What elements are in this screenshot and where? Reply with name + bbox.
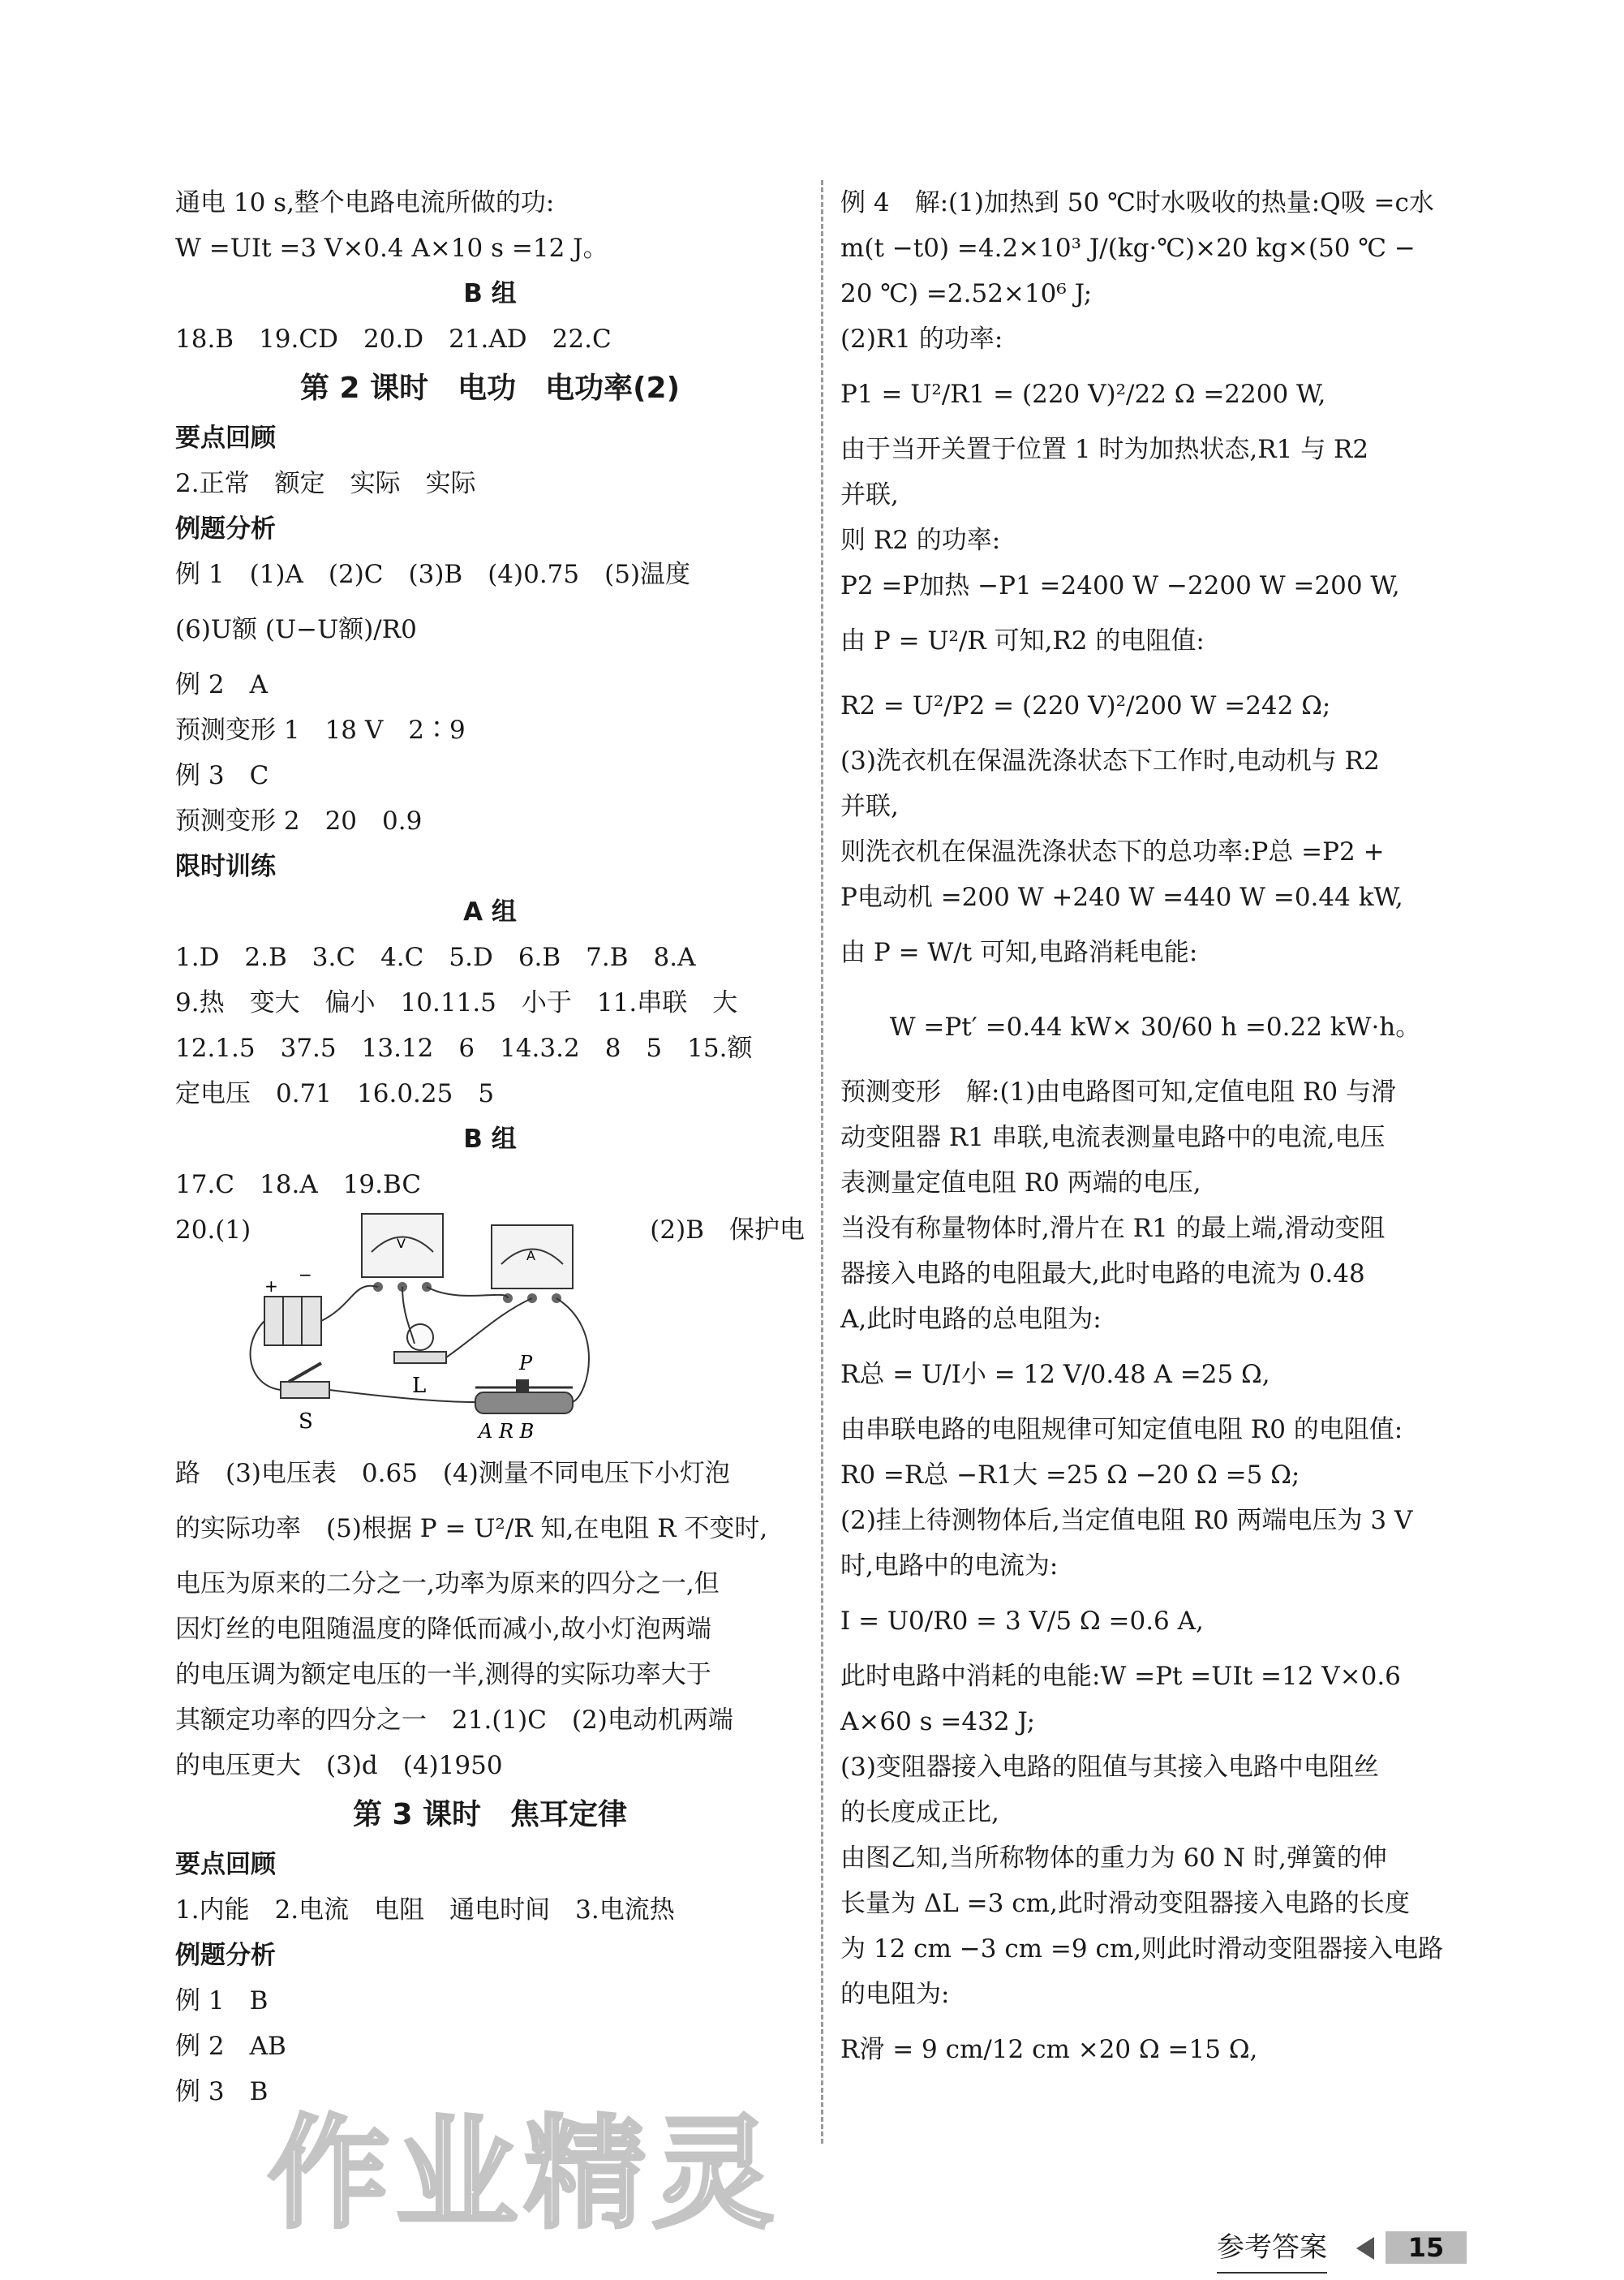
text-line: 定电压 0.71 16.0.25 5 [175, 1079, 495, 1108]
battery-plus: + [264, 1276, 278, 1296]
text-line: 由图乙知,当所称物体的重力为 60 N 时,弹簧的伸 [840, 1843, 1387, 1873]
ammeter [492, 1225, 573, 1303]
text-line: 2.正常 额定 实际 实际 [175, 469, 476, 498]
figure-question-label: 20.(1) [175, 1215, 251, 1245]
right-column [840, 180, 1470, 2082]
lamp [394, 1324, 446, 1398]
subheading: 限时训练 [175, 852, 276, 881]
rheostat-label: A R B [479, 1420, 535, 1443]
formula-line: 由 P = U²/R 可知,R2 的电阻值: [840, 626, 1205, 656]
text-line: 时,电路中的电流为: [840, 1551, 1059, 1581]
text-line: 预测变形 解:(1)由电路图可知,定值电阻 R0 与滑 [840, 1078, 1396, 1107]
text-line: 则洗衣机在保温洗涤状态下的总功率:P总 =P2 + [840, 837, 1385, 867]
text-line: m(t −t0) =4.2×10³ J/(kg·℃)×20 kg×(50 ℃ − [840, 234, 1416, 263]
formula-line: (6)U额 (U−U额)/R0 [175, 615, 417, 644]
text-line: 其额定功率的四分之一 21.(1)C (2)电动机两端 [175, 1706, 733, 1735]
text-line: 的电阻为: [840, 1980, 950, 2009]
text-line: 通电 10 s,整个电路电流所做的功: [175, 188, 555, 217]
ammeter-label: A [526, 1248, 535, 1263]
group-label: B 组 [463, 279, 517, 308]
text-line: 的电压调为额定电压的一半,测得的实际功率大于 [175, 1660, 711, 1689]
text-line: 例 3 B [175, 2077, 269, 2106]
formula-line: 由 P = W/t 可知,电路消耗电能: [840, 938, 1198, 967]
text-line: 由串联电路的电阻规律可知定值电阻 R0 的电阻值: [840, 1415, 1403, 1444]
arrow-left-icon [1356, 2237, 1374, 2260]
text-line: (2)R1 的功率: [840, 325, 1003, 354]
text-line: 例 3 C [175, 761, 269, 790]
text-line: 1.D 2.B 3.C 4.C 5.D 6.B 7.B 8.A [175, 943, 696, 972]
text-line: 9.热 变大 偏小 10.11.5 小于 11.串联 大 [175, 988, 738, 1017]
text-line: 例 2 A [175, 670, 268, 699]
figure-side-text: (2)B 保护电 [650, 1215, 805, 1245]
text-line: 由于当开关置于位置 1 时为加热状态,R1 与 R2 [840, 435, 1369, 464]
page-footer [1217, 2223, 1476, 2272]
formula-line: P1 = U²/R1 = (220 V)²/22 Ω =2200 W, [840, 380, 1326, 409]
slider-label: P [519, 1352, 533, 1374]
formula-line: 的实际功率 (5)根据 P = U²/R 知,在电阻 R 不变时, [175, 1514, 768, 1543]
group-label: A 组 [463, 897, 517, 927]
text-line: 路 (3)电压表 0.65 (4)测量不同电压下小灯泡 [175, 1459, 730, 1488]
switch [281, 1363, 329, 1434]
text-line: (3)洗衣机在保温洗涤状态下工作时,电动机与 R2 [840, 746, 1380, 776]
text-line: 例 1 B [175, 1986, 269, 2015]
left-column [175, 180, 805, 2114]
text-line: 例 4 解:(1)加热到 50 ℃时水吸收的热量:Q吸 =c水 [840, 188, 1434, 217]
text-line: 1.内能 2.电流 电阻 通电时间 3.电流热 [175, 1895, 675, 1925]
formula-line: R2 = U²/P2 = (220 V)²/200 W =242 Ω; [840, 691, 1331, 721]
footer-label: 参考答案 [1217, 2223, 1327, 2274]
text-line: 的长度成正比, [840, 1798, 999, 1827]
text-line: 长量为 ΔL =3 cm,此时滑动变阻器接入电路的长度 [840, 1889, 1410, 1918]
text-line: 12.1.5 37.5 13.12 6 14.3.2 8 5 15.额 [175, 1034, 753, 1063]
text-line: 例 2 AB [175, 2032, 286, 2061]
text-line: 电压为原来的二分之一,功率为原来的四分之一,但 [175, 1569, 720, 1598]
formula-line: R滑 = 9 cm/12 cm ×20 Ω =15 Ω, [840, 2035, 1258, 2064]
group-label: B 组 [463, 1125, 517, 1154]
circuit-diagram [232, 1207, 638, 1451]
text-line: R0 =R总 −R1大 =25 Ω −20 Ω =5 Ω; [840, 1460, 1300, 1490]
section-title: 第 2 课时 电功 电功率(2) [299, 372, 681, 405]
switch-label: S [299, 1409, 313, 1434]
subheading: 要点回顾 [175, 1850, 276, 1879]
text-line: 表测量定值电阻 R0 两端的电压, [840, 1168, 1201, 1198]
text-line: 例 1 (1)A (2)C (3)B (4)0.75 (5)温度 [175, 560, 691, 589]
text-line: 此时电路中消耗的电能:W =Pt =UIt =12 V×0.6 [840, 1662, 1401, 1691]
subheading: 要点回顾 [175, 424, 276, 453]
battery [264, 1265, 321, 1345]
formula-line: I = U0/R0 = 3 V/5 Ω =0.6 A, [840, 1607, 1204, 1636]
figure-row [175, 1207, 805, 1451]
text-line: W =UIt =3 V×0.4 A×10 s =12 J。 [175, 234, 608, 263]
text-line: 并联, [840, 480, 899, 510]
text-line: 当没有称量物体时,滑片在 R1 的最上端,滑动变阻 [840, 1214, 1386, 1243]
text-line: 动变阻器 R1 串联,电流表测量电路中的电流,电压 [840, 1123, 1386, 1152]
text-line: 为 12 cm −3 cm =9 cm,则此时滑动变阻器接入电路 [840, 1934, 1444, 1964]
text-line: 则 R2 的功率: [840, 526, 1001, 555]
lamp-label: L [412, 1374, 427, 1398]
text-line: (3)变阻器接入电路的阻值与其接入电路中电阻丝 [840, 1753, 1379, 1782]
section-title: 第 3 课时 焦耳定律 [352, 1798, 628, 1831]
text-line: 预测变形 1 18 V 2∶9 [175, 716, 466, 745]
text-line: 17.C 18.A 19.BC [175, 1170, 422, 1199]
watermark: 作业精灵 [268, 2104, 781, 2245]
text-line: (2)挂上待测物体后,当定值电阻 R0 两端电压为 3 V [840, 1506, 1413, 1535]
formula-line: R总 = U/I小 = 12 V/0.48 A =25 Ω, [840, 1360, 1270, 1389]
text-line: A,此时电路的总电阻为: [840, 1305, 1102, 1334]
text-line: 的电压更大 (3)d (4)1950 [175, 1751, 503, 1780]
subheading: 例题分析 [175, 514, 276, 544]
text-line: 18.B 19.CD 20.D 21.AD 22.C [175, 325, 612, 354]
text-line: 并联, [840, 792, 899, 821]
text-line: A×60 s =432 J; [840, 1707, 1036, 1736]
text-line: 因灯丝的电阻随温度的降低而减小,故小灯泡两端 [175, 1615, 711, 1644]
text-line: 20 ℃) =2.52×10⁶ J; [840, 279, 1093, 308]
subheading: 例题分析 [175, 1941, 276, 1970]
text-line: P2 =P加热 −P1 =2400 W −2200 W =200 W, [840, 571, 1400, 600]
page-number: 15 [1386, 2231, 1467, 2264]
column-divider [821, 180, 823, 2144]
rheostat [475, 1352, 573, 1443]
voltmeter-label: V [397, 1236, 406, 1251]
text-line: 器接入电路的电阻最大,此时电路的电流为 0.48 [840, 1259, 1365, 1288]
text-line: 预测变形 2 20 0.9 [175, 807, 423, 836]
battery-minus: − [299, 1265, 312, 1284]
voltmeter [362, 1214, 443, 1292]
text-line: P电动机 =200 W +240 W =440 W =0.44 kW, [840, 883, 1403, 912]
formula-line: W =Pt′ =0.44 kW× 30/60 h =0.22 kW·h。 [889, 1013, 1421, 1042]
